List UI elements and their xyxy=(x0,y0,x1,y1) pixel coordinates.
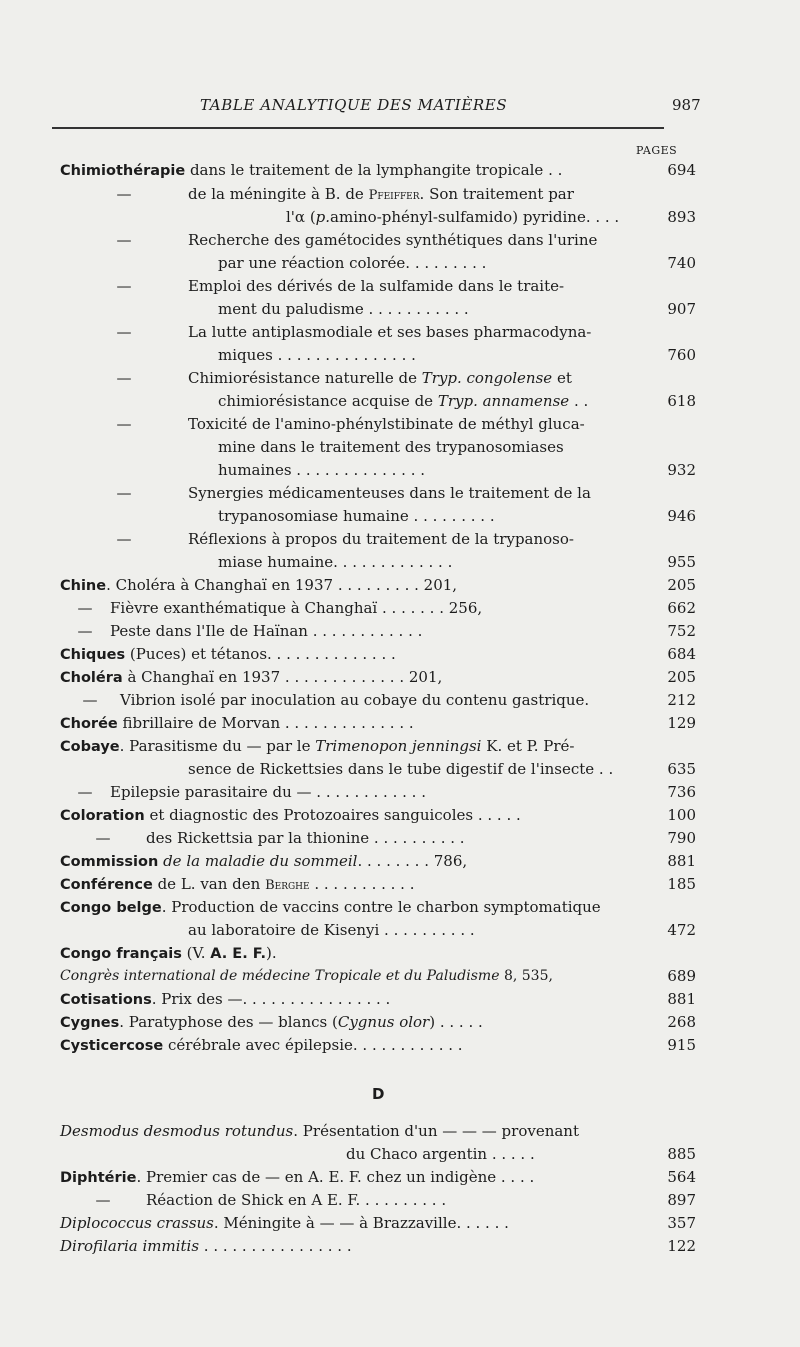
entry-line: ment du paludisme . . . . . . . . . . . xyxy=(218,300,469,318)
entry-line: — Peste dans l'Ile de Haïnan . . . . . . . . . . . . xyxy=(77,622,423,640)
entry-page: 100 xyxy=(667,806,696,824)
entry-page: 752 xyxy=(667,622,696,640)
entry-line: Chine. Choléra à Changhaï en 1937 . . . . . . . . . 201, xyxy=(60,576,458,594)
entry-page: 185 xyxy=(667,875,696,893)
entry-line: — de la méningite à B. de Pfeiffer. Son traitement par xyxy=(116,185,574,203)
entry-page: 946 xyxy=(667,507,696,525)
entry-page: 760 xyxy=(667,346,696,364)
page-header-title: TABLE ANALYTIQUE DES MATIÈRES xyxy=(200,96,508,114)
entry-page: 915 xyxy=(667,1036,696,1054)
entry-page: 635 xyxy=(667,760,696,778)
entry-page: 684 xyxy=(667,645,696,663)
page-number: 987 xyxy=(672,96,701,114)
entry-page: 472 xyxy=(667,921,696,939)
entry-line: Congrès international de médecine Tropicale et du Paludisme 8, 535, xyxy=(60,968,553,984)
entry-line: humaines . . . . . . . . . . . . . . xyxy=(218,461,426,479)
entry-page: 205 xyxy=(667,576,696,594)
entry-line: Congo belge. Production de vaccins contre le charbon symptomatique xyxy=(60,898,601,916)
entry-page: 932 xyxy=(667,461,696,479)
entry-page: 736 xyxy=(667,783,696,801)
entry-page: 618 xyxy=(667,392,696,410)
entry-page: 881 xyxy=(667,990,696,1008)
entry-page: 881 xyxy=(667,852,696,870)
entry-line: — Fièvre exanthématique à Changhaï . . . . . . . 256, xyxy=(77,599,483,617)
entry-line: Diplococcus crassus. Méningite à — — à Brazzaville. . . . . . xyxy=(60,1214,509,1232)
entry-line: miques . . . . . . . . . . . . . . . xyxy=(218,346,416,364)
entry-page: 662 xyxy=(667,599,696,617)
entry-line: Coloration et diagnostic des Protozoaires sanguicoles . . . . . xyxy=(60,806,521,824)
entry-line: Cysticercose cérébrale avec épilepsie. . . . . . . . . . . . xyxy=(60,1036,463,1054)
section-letter: D xyxy=(372,1085,385,1103)
entry-line: — Vibrion isolé par inoculation au cobaye du contenu gastrique. xyxy=(82,691,590,709)
entry-line: mine dans le traitement des trypanosomiases xyxy=(218,438,564,456)
entry-line: Desmodus desmodus rotundus. Présentation d'un — — — provenant xyxy=(60,1122,579,1140)
entry-line: — La lutte antiplasmodiale et ses bases pharmacodyna- xyxy=(116,323,592,341)
entry-page: 689 xyxy=(667,967,696,985)
entry-page: 790 xyxy=(667,829,696,847)
entry-line: par une réaction colorée. . . . . . . . . xyxy=(218,254,487,272)
entry-page: 955 xyxy=(667,553,696,571)
entry-line: chimiorésistance acquise de Tryp. annamense . . xyxy=(218,392,589,410)
entry-page: 357 xyxy=(667,1214,696,1232)
entry-line: — Emploi des dérivés de la sulfamide dans le traite- xyxy=(116,277,565,295)
entry-line: — Recherche des gamétocides synthétiques dans l'urine xyxy=(116,231,598,249)
entry-line: du Chaco argentin . . . . . xyxy=(346,1145,535,1163)
entry-line: Chiques (Puces) et tétanos. . . . . . . . . . . . . . xyxy=(60,645,396,663)
entry-line: Commission de la maladie du sommeil. . . . . . . . 786, xyxy=(60,852,468,870)
entry-page: 885 xyxy=(667,1145,696,1163)
entry-line: — Toxicité de l'amino-phénylstibinate de méthyl gluca- xyxy=(116,415,585,433)
entry-page: 205 xyxy=(667,668,696,686)
entry-page: 694 xyxy=(667,161,696,179)
entry-line: Chorée fibrillaire de Morvan . . . . . . . . . . . . . . xyxy=(60,714,414,732)
entry-line: Congo français (V. A. E. F.). xyxy=(60,944,277,962)
entry-page: 740 xyxy=(667,254,696,272)
entry-line: trypanosomiase humaine . . . . . . . . . xyxy=(218,507,495,525)
entry-page: 212 xyxy=(667,691,696,709)
entry-line: Conférence de L. van den Berghe . . . . . . . . . . . xyxy=(60,875,415,893)
entry-line: Cotisations. Prix des —. . . . . . . . . . . . . . . . xyxy=(60,990,391,1008)
entry-line: — Chimiorésistance naturelle de Tryp. congolense et xyxy=(116,369,572,387)
entry-line: Diphtérie. Premier cas de — en A. E. F. chez un indigène . . . . xyxy=(60,1168,535,1186)
entry-line: — Synergies médicamenteuses dans le traitement de la xyxy=(116,484,591,502)
entry-page: 897 xyxy=(667,1191,696,1209)
entry-line: miase humaine. . . . . . . . . . . . . xyxy=(218,553,453,571)
entry-page: 564 xyxy=(667,1168,696,1186)
entry-line: l'α (p.amino-phényl-sulfamido) pyridine. . . . xyxy=(286,208,620,226)
entry-line: — Réaction de Shick en A E. F. . . . . . . . . . xyxy=(95,1191,447,1209)
entry-line: sence de Rickettsies dans le tube digestif de l'insecte . . xyxy=(188,760,614,778)
entry-line: Dirofilaria immitis . . . . . . . . . . . . . . . . xyxy=(60,1237,352,1255)
entry-line: Cygnes. Paratyphose des — blancs (Cygnus olor) . . . . . xyxy=(60,1013,483,1031)
entry-page: 893 xyxy=(667,208,696,226)
entry-line: — Réflexions à propos du traitement de la trypanoso- xyxy=(116,530,574,548)
entry-page: 122 xyxy=(667,1237,696,1255)
pages-column-label: PAGES xyxy=(636,144,678,157)
entry-page: 268 xyxy=(667,1013,696,1031)
entry-line: — Epilepsie parasitaire du — . . . . . . . . . . . . xyxy=(77,783,426,801)
entry-page: 129 xyxy=(667,714,696,732)
entry-line: Choléra à Changhaï en 1937 . . . . . . . . . . . . . 201, xyxy=(60,668,443,686)
entry-line: — des Rickettsia par la thionine . . . . . . . . . . xyxy=(95,829,465,847)
entry-page: 907 xyxy=(667,300,696,318)
entry-line: Cobaye. Parasitisme du — par le Trimenopon jenningsi K. et P. Pré- xyxy=(60,737,575,755)
entry-line: Chimiothérapie dans le traitement de la lymphangite tropicale . . xyxy=(60,161,563,179)
entry-line: au laboratoire de Kisenyi . . . . . . . . . . xyxy=(188,921,475,939)
header-rule xyxy=(52,127,664,129)
